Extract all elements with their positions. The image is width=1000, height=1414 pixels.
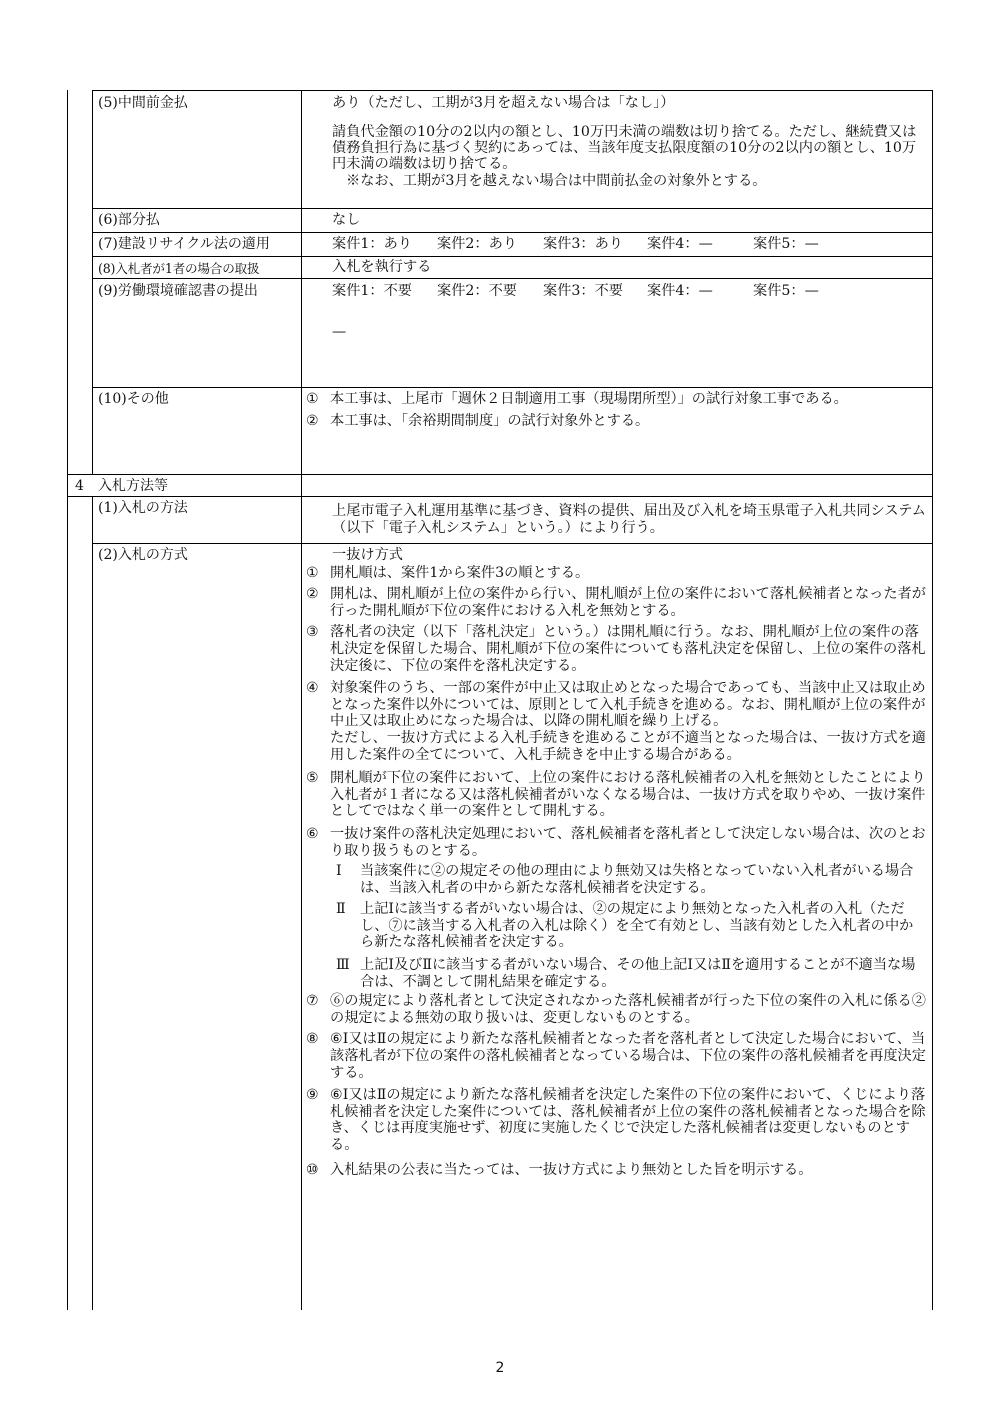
sub-item-text: 当該案件に②の規定その他の理由により無効又は失格となっていない入札者がいる場合は、当該入札者の中から新たな落札候補者を決定する。	[360, 863, 914, 896]
item-marker: ②	[306, 413, 319, 429]
list-item	[306, 993, 926, 1026]
bid-method-text: 上尾市電子入札運用基準に基づき、資料の提供、届出及び入札を埼玉県電子入札共同システム（以下「電子入札システム」という。）により行う。	[332, 503, 926, 536]
case-value: 案件5：—	[753, 283, 819, 299]
list-item	[306, 680, 926, 763]
labor-environment-cases	[332, 283, 819, 300]
right-border	[932, 90, 933, 1310]
list-item	[306, 586, 926, 619]
label-column-border	[301, 90, 302, 1310]
row-label-partial-payment: (6)部分払	[98, 212, 160, 228]
sub-item-marker: Ⅲ	[336, 957, 350, 974]
row-label-bid-format: (2)入札の方式	[98, 547, 188, 563]
row-label-other: (10)その他	[98, 391, 169, 407]
row-border	[92, 208, 933, 209]
row-border	[92, 543, 933, 544]
item-text: 対象案件のうち、一部の案件が中止又は取止めとなった場合であっても、当該中止又は取止めとなった案件以外については、原則として入札手続きを進める。なお、開札順が上位の案件が中止又は取止めになった場合は、以降の開札順を繰り上げる。	[330, 680, 926, 730]
list-item	[306, 770, 926, 820]
item-text: 開札順は、案件1から案件3の順とする。	[330, 564, 590, 581]
case-value: 案件4：—	[647, 283, 713, 299]
case-value: 案件1：不要	[332, 283, 412, 299]
item-text: ⑥Ⅰ又はⅡの規定により新たな落札候補者を決定した案件の下位の案件において、くじにより落札候補者を決定した案件については、落札候補者が上位の案件の落札候補者となった場合を除き、くじは再度実施せず、初度に実施したくじで決定した落札候補者は変更しないものとする。	[330, 1087, 926, 1153]
list-item	[306, 413, 926, 430]
item-marker: ①	[306, 391, 319, 407]
item-text: 本工事は、上尾市「週休２日制適用工事（現場閉所型）」の試行対象工事である。	[330, 391, 848, 407]
case-value: 案件2：不要	[437, 283, 517, 299]
row-border	[67, 496, 933, 497]
single-bidder-value: 入札を執行する	[332, 259, 432, 275]
item-text-continued: ただし、一抜け方式による入札手続きを進めることが不適当となった場合は、一抜け方式を適用した案件の全てについて、入札手続きを中止する場合がある。	[330, 729, 926, 763]
row-border	[92, 256, 933, 257]
row-label-single-bidder: (8)入札者が1者の場合の取扱	[98, 261, 260, 276]
item-text-group	[330, 680, 926, 763]
item-marker: ②	[306, 586, 319, 603]
advance-payment-detail: 請負代金額の10分の2以内の額とし、10万円未満の端数は切り捨てる。ただし、継続費又は債務負担行為に基づく契約にあっては、当該年度支払限度額の10分の2以内の額とし、10万円未満の端数は切り捨てる。	[332, 124, 917, 173]
item-text: 本工事は、「余裕期間制度」の試行対象外とする。	[330, 413, 650, 429]
item-marker: ⑩	[306, 1161, 319, 1178]
advance-payment-note: ※なお、工期が3月を越えない場合は中間前払金の対象外とする。	[346, 172, 767, 189]
item-marker: ⑦	[306, 993, 319, 1010]
bid-format-intro: 一抜け方式	[332, 547, 403, 563]
item-marker: ①	[306, 564, 319, 581]
labor-environment-extra: —	[332, 324, 347, 340]
list-item	[306, 1162, 926, 1179]
item-marker: ⑨	[306, 1087, 319, 1104]
section-number: 4	[75, 478, 84, 494]
item-marker: ⑤	[306, 770, 319, 787]
row-label-recycling-law: (7)建設リサイクル法の適用	[98, 236, 270, 252]
sub-list-item	[306, 863, 926, 896]
list-item	[306, 1031, 926, 1081]
row-label-bid-method: (1)入札の方法	[98, 500, 188, 516]
case-value: 案件5：—	[753, 236, 819, 252]
item-text: 開札順が下位の案件において、上位の案件における落札候補者の入札を無効としたことにより入札者が１者になる又は落札候補者がいなくなる場合は、一抜け方式を取りやめ、一抜け案件としてではなく単一の案件として開札する。	[330, 770, 926, 820]
item-text: ⑥の規定により落札者として決定されなかった落札候補者が行った下位の案件の入札に係る②の規定による無効の取り扱いは、変更しないものとする。	[330, 993, 926, 1026]
item-text: 落札者の決定（以下「落札決定」という。）は開札順に行う。なお、開札順が上位の案件の落札決定を保留した場合、開札順が下位の案件についても落札決定を保留し、上位の案件の落札決定後に、下位の案件を落札決定する。	[330, 624, 926, 674]
list-item	[306, 624, 926, 674]
list-item	[306, 565, 926, 582]
section-title: 入札方法等	[98, 478, 168, 494]
row-border	[92, 387, 933, 388]
case-value: 案件4：—	[647, 236, 713, 252]
indent-border	[92, 90, 93, 474]
advance-payment-value: あり（ただし、工期が3月を超えない場合は「なし」）	[332, 95, 675, 111]
outer-left-border	[67, 90, 68, 1310]
case-value: 案件3：不要	[543, 283, 623, 299]
row-label-labor-environment: (9)労働環境確認書の提出	[98, 283, 258, 299]
row-border	[92, 232, 933, 233]
indent-border	[92, 496, 93, 1310]
case-value: 案件1：あり	[332, 236, 412, 252]
partial-payment-value: なし	[332, 212, 361, 228]
list-item	[306, 1087, 926, 1153]
row-label-advance-payment: (5)中間前金払	[98, 95, 188, 111]
row-border	[67, 474, 933, 475]
sub-item-marker: Ⅱ	[336, 901, 346, 918]
item-marker: ④	[306, 680, 319, 697]
list-item	[306, 826, 926, 859]
row-border	[92, 278, 933, 279]
item-text: 一抜け案件の落札決定処理において、落札候補者を落札者として決定しない場合は、次のとおり取り扱うものとする。	[330, 825, 926, 859]
sub-list-item	[306, 957, 926, 990]
item-marker: ③	[306, 624, 319, 641]
case-value: 案件3：あり	[543, 236, 623, 252]
item-text: ⑥Ⅰ又はⅡの規定により新たな落札候補者となった者を落札者として決定した場合において、当該落札者が下位の案件の落札候補者となっている場合は、下位の案件の落札候補者を再度決定する。	[330, 1031, 926, 1081]
sub-item-marker: Ⅰ	[336, 863, 342, 880]
sub-item-text: 上記Ⅰに該当する者がいない場合は、②の規定により無効となった入札者の入札（ただし、⑦に該当する入札者の入札は除く）を全て有効とし、当該有効とした入札者の中から新たな落札候補者を決定する。	[360, 901, 914, 951]
sub-list-item	[306, 901, 926, 951]
item-text: 開札は、開札順が上位の案件から行い、開札順が上位の案件において落札候補者となった者が行った開札順が下位の案件における入札を無効とする。	[330, 586, 926, 619]
row-border	[92, 90, 933, 91]
item-marker: ⑥	[306, 825, 319, 842]
page-number: 2	[495, 1360, 505, 1376]
recycling-law-cases	[332, 236, 819, 253]
item-marker: ⑧	[306, 1031, 319, 1048]
case-value: 案件2：あり	[437, 236, 517, 252]
item-text: 入札結果の公表に当たっては、一抜け方式により無効とした旨を明示する。	[330, 1161, 813, 1178]
sub-item-text: 上記Ⅰ及びⅡに該当する者がいない場合、その他上記Ⅰ又はⅡを適用することが不適当な場合は、不調として開札結果を確定する。	[360, 957, 916, 990]
list-item	[306, 391, 926, 408]
